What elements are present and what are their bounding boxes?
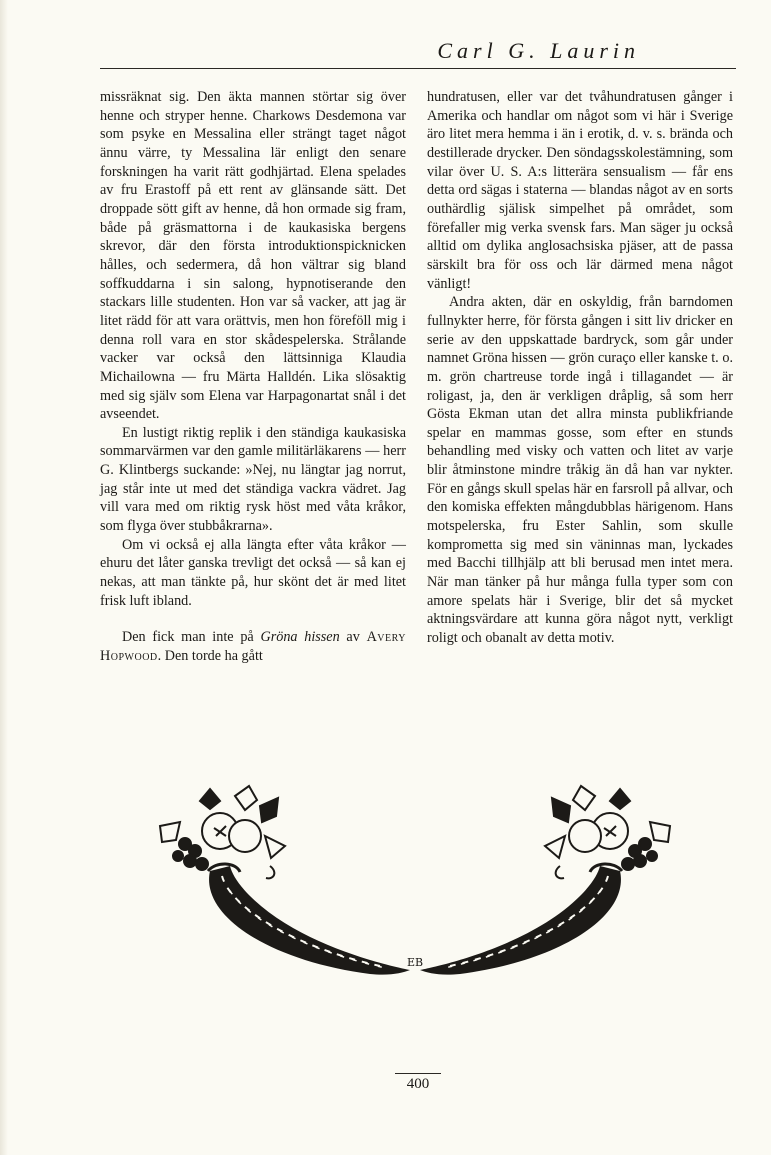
page-edge-shadow [0,0,8,1155]
header-rule [100,68,736,69]
left-cornucopia [208,864,410,975]
cornucopia-ornament [140,776,690,991]
author-name: Avery Hopwood [100,629,406,665]
text-run: Den fick man inte på [122,629,261,646]
paragraph: Andra akten, där en oskyldig, från barndomen fullnykter herre, för första gången i sitt liv dricker en serie av den uppskattade bardryck, som går under namnet Gröna hissen — grön curaço eller kanske t. o. m. grön chartreuse torde ingå i tillagandet — är roligast, ja, den är verkligen dråplig, så som herr Gösta Ekman utan det allra minsta publikfriande spelar en mammas gosse, som efter en stunds behandling med visky och vatten och litet av varje blir åtminstone mindre tråkig än då han var nykter. För en gångs skull spelas här en farsroll på allvar, och den komiska effekten mångdubblas härigenom. Hans motspelerska, fru Ester Sahlin, som skulle komprometta sig med sin väninnas man, lyckades med Bacchi tillhjälp att bli berusad men intet mera. När man tänker på hur många fulla typer som con amore spelats här i Sverige, blir det så mycket aktningsvärdare att kunna göra något nytt, verkligt roligt och obanalt av detta motiv. [427,294,733,647]
paragraph: Om vi också ej alla längta efter våta kråkor — ehuru det låter ganska trevligt det också — så kan ej nekas, att man tänkte på, hur skönt det är med litet frisk luft ibland. [100,536,406,609]
text-run: . Den torde ha gått [157,648,263,665]
right-cornucopia [420,864,622,975]
text-run: av [339,629,367,646]
right-column [427,88,733,648]
paragraph [100,628,406,665]
paragraph: En lustigt riktig replik i den ständiga kaukasiska sommarvärmen var den gamle militärläkarens — herr G. Klintbergs suckande: »Nej, nu längtar jag norrut, jag står inte ut med det ständiga vackra vädret. Jag vill vara med om riktig rysk höst med våta kråkor, som flyga över stubbåkrarna». [100,424,406,535]
left-column [100,88,406,666]
play-title: Gröna hissen [260,629,340,646]
ornament-monogram: EB [406,956,424,969]
page-number: 400 [395,1073,441,1093]
paragraph: hundratusen, eller var det tvåhundratusen gånger i Amerika och handlar om något som vi här i Sverige äro litet mera hemma i än i erotik, d. v. s. brända och destillerade drycker. Den söndagsskolestämning, som vilar över U. S. A:s litterära sensualism — får ens detta ord sägas i staterna — blandas något av en sorts outhärdlig själisk simpelhet på området, som förefaller mig verka svensk fars. Man säger ju också alltid om dylika anglosachsiska pjäser, att de passa särskilt bra för oss och lär därmed mena något vänligt! [427,89,733,292]
running-head: Carl G. Laurin [437,38,640,63]
paragraph: missräknat sig. Den äkta mannen störtar sig över henne och stryper henne. Charkows Desdemona var som psyke en Messalina eller strängt taget något ännu värre, ty Messalina lär enligt den senare forskningen ha varit rätt godhjärtad. Elena spelades av fru Erastoff på ett rent av glänsande sätt. Det droppade sött gift av henne, då hon ormade sig fram, både på gräsmattorna i de kaukasiska bergens skrevor, där den första introduktionspicknicken hålles, och sedermera, då hon vältrar sig bland soffkuddarna i sin salong, hypnotiserande den stackars lille studenten. Hon var så vacker, att jag är litet rädd för att vara orättvis, men hon föreföll mig i denna roll vara en stor skådespelerska. Strålande vacker var också den lättsinniga Klaudia Michailowna — fru Märta Halldén. Lika slösaktig med sig själv som Elena var Harpagonartat snål i det avseendet. [100,89,406,423]
